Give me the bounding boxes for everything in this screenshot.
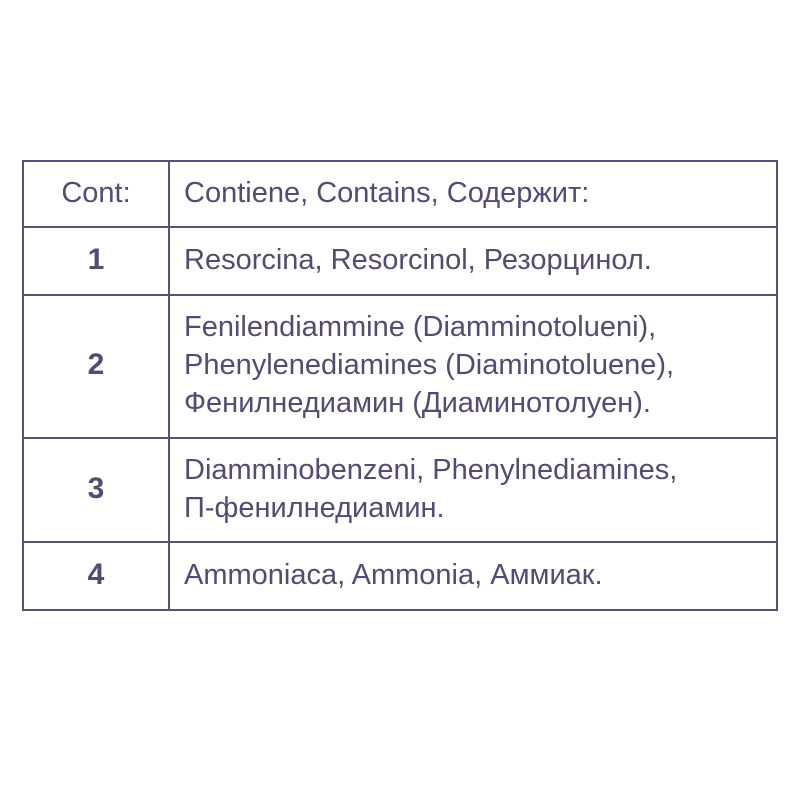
table-body <box>23 161 777 610</box>
row-value-line: Fenilendiammine (Diamminotolueni), <box>184 310 657 343</box>
row-key: 3 <box>23 438 169 543</box>
row-value <box>169 295 777 438</box>
table-row <box>23 227 777 295</box>
row-value-line: Phenylenediamines (Diaminotoluene), <box>184 349 675 382</box>
row-value-line: Contiene, Contains, Содержит: <box>184 177 590 209</box>
row-key: 2 <box>23 295 169 438</box>
row-key: 4 <box>23 542 169 610</box>
ingredients-table <box>22 160 778 611</box>
row-value <box>169 438 777 543</box>
table-row <box>23 438 777 543</box>
row-value-line: Фенилнедиамин (Диаминотолуен). <box>184 387 651 420</box>
table-row <box>23 161 777 227</box>
row-value-line: Ammoniaca, Ammonia, Аммиак. <box>184 558 603 591</box>
row-value-line: Resorcina, Resorcinol, Резорцинол. <box>184 243 652 276</box>
table-row <box>23 542 777 610</box>
table-row <box>23 295 777 438</box>
row-value-line: Diamminobenzeni, Phenylnediamines, <box>184 453 678 486</box>
row-value <box>169 542 777 610</box>
row-key: 1 <box>23 227 169 295</box>
row-value-line: П-фенилнедиамин. <box>184 491 445 524</box>
row-key: Cont: <box>23 161 169 227</box>
row-value <box>169 227 777 295</box>
ingredients-table-container <box>22 160 778 611</box>
row-value <box>169 161 777 227</box>
